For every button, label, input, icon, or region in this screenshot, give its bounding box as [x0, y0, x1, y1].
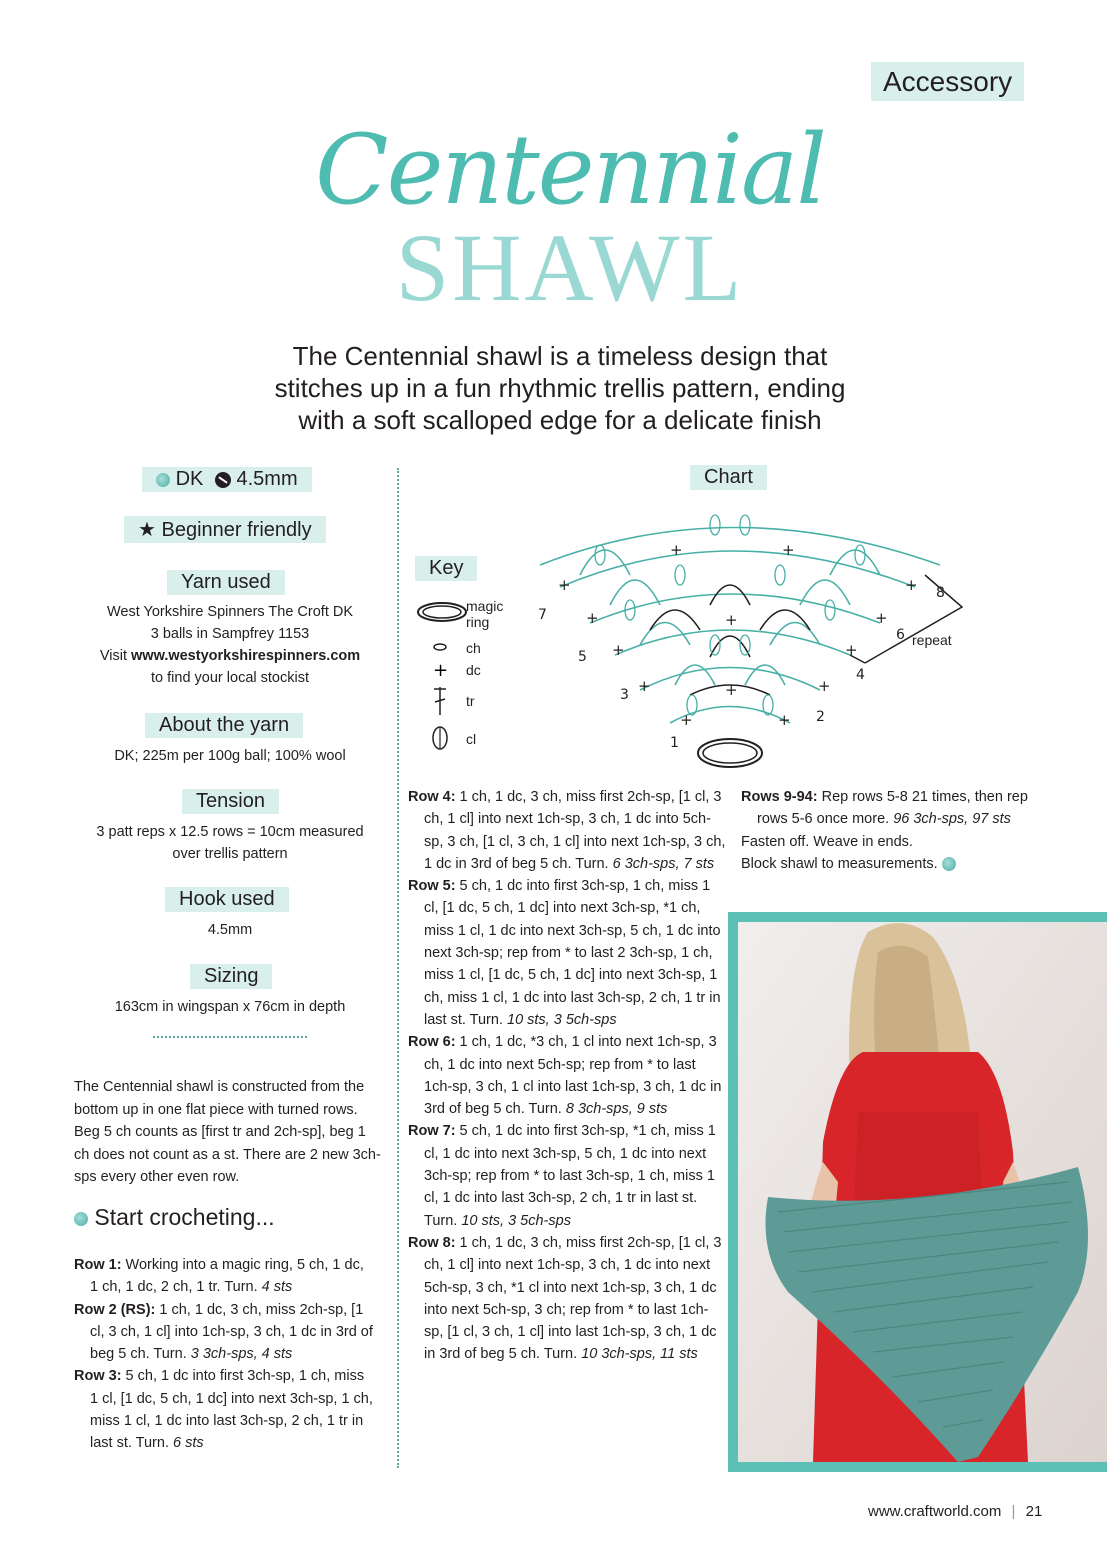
rows-col1: [74, 1254, 374, 1455]
svg-text:+: +: [818, 677, 831, 695]
key-dc: dc: [466, 662, 481, 678]
row-3: Row 3: 5 ch, 1 dc into first 3ch-sp, 1 ch, miss 1 cl, [1 dc, 5 ch, 1 dc] into next 3ch-sp, 1 ch, miss 1 cl, 1 dc into last 3ch-sp, 2 ch, 1 tr in last st. Turn. 6 sts: [74, 1368, 373, 1452]
svg-text:+: +: [905, 576, 918, 594]
spec-badge: [142, 467, 312, 492]
yarn-ball-icon: [74, 1212, 88, 1226]
yarn-ball-icon: [156, 473, 170, 487]
row-number-5: 5: [578, 649, 587, 665]
page-number: 21: [1025, 1503, 1043, 1520]
svg-text:+: +: [680, 711, 693, 729]
key-ch: ch: [466, 640, 481, 656]
title-caps: SHAWL: [395, 214, 745, 321]
sizing-label: Sizing: [190, 964, 272, 989]
category-tag: Accessory: [871, 62, 1024, 101]
repeat-label: repeat: [912, 632, 952, 648]
svg-text:+: +: [875, 609, 888, 627]
column-divider: [397, 468, 399, 1468]
level-badge: ★ Beginner friendly: [124, 516, 326, 543]
svg-text:+: +: [725, 681, 738, 699]
key-labels: [466, 598, 526, 747]
svg-text:+: +: [558, 576, 571, 594]
rows-col2: [408, 786, 726, 1366]
svg-text:+: +: [725, 611, 738, 629]
row-5: Row 5: 5 ch, 1 dc into first 3ch-sp, 1 ch, miss 1 cl, [1 dc, 5 ch, 1 dc] into next 3ch-sp, *1 ch, miss 1 cl, 1 dc into next 3ch-sp, 5 ch, 1 dc into next 3ch-sp; rep from * to last 2 3ch-sp, 1 ch, miss 1 cl, [1 dc, 5 ch, 1 dc] into next 3ch-sp, 1 ch, miss 1 cl, 1 dc into last 3ch-sp, 2 ch, 1 tr in last st. Turn. 10 sts, 3 5ch-sps: [408, 878, 721, 1028]
key-cl: cl: [466, 731, 477, 747]
row-number-6: 6: [896, 627, 905, 643]
yarn-used-info: West Yorkshire Spinners The Croft DK 3 balls in Sampfrey 1153 Visit www.westyorkshirespinners.com to find your local stockist: [99, 604, 361, 686]
spec-hook: 4.5mm: [236, 468, 298, 490]
hook-used-label: Hook used: [165, 887, 289, 912]
svg-text:+: +: [433, 660, 449, 681]
svg-text:+: +: [612, 641, 625, 659]
row-8: Row 8: 1 ch, 1 dc, 3 ch, miss first 2ch-sp, [1 cl, 3 ch, 1 cl] into next 1ch-sp, 3 ch, 1 dc into next 5ch-sp, 3 ch, *1 cl into next 1ch-sp, 3 ch, 1 dc into next 5ch-sp, 3 ch; rep from * to last 1ch-sp, [1 cl, 3 ch, 1 cl] into last 1ch-sp, 3 ch, 1 dc in 3rd of beg 5 ch. Turn. 10 3ch-sps, 11 sts: [408, 1234, 722, 1363]
shawl-photo: [728, 912, 1107, 1472]
key-tr: tr: [466, 693, 475, 709]
about-yarn-text: DK; 225m per 100g ball; 100% wool: [114, 748, 346, 764]
block-shawl: Block shawl to measurements.: [741, 853, 1041, 875]
svg-text:+: +: [638, 677, 651, 695]
row-number-7: 7: [538, 607, 547, 623]
rows-col3: [741, 786, 1041, 875]
start-heading: Start crocheting...: [74, 1204, 275, 1231]
divider: [153, 1036, 307, 1038]
footer: www.craftworld.com | 21: [868, 1503, 1043, 1520]
svg-text:+: +: [586, 609, 599, 627]
row-2: Row 2 (RS): 1 ch, 1 dc, 3 ch, miss 2ch-sp, [1 cl, 3 ch, 1 cl] into 1ch-sp, 3 ch, 1 dc in 3rd of beg 5 ch. Turn. 3 3ch-sps, 4 sts: [74, 1301, 373, 1363]
row-number-2: 2: [816, 709, 825, 725]
svg-text:+: +: [845, 641, 858, 659]
key-label: Key: [415, 556, 477, 581]
construction-text: The Centennial shawl is constructed from the bottom up in one flat piece with turned rows. Beg 5 ch counts as [first tr and 2ch-sp], beg 1 ch does not count as a st. There are 2 new 3ch-sps every other even row.: [74, 1079, 381, 1185]
star-icon: ★: [138, 519, 156, 541]
row-number-4: 4: [856, 667, 865, 683]
chart-label: Chart: [690, 465, 767, 490]
crochet-chart: [520, 495, 970, 770]
title-script: Centennial: [315, 114, 825, 226]
row-4: Row 4: 1 ch, 1 dc, 3 ch, miss first 2ch-sp, [1 cl, 3 ch, 1 cl] into next 1ch-sp, 3 ch, 1 dc into 5ch-sp, 3 ch, [1 cl, 3 ch, 1 cl] into next 1ch-sp, 3 ch, 1 dc in 3rd of beg 5 ch. Turn. 6 3ch-sps, 7 sts: [408, 789, 726, 872]
row-number-8: 8: [936, 585, 945, 601]
row-6: Row 6: 1 ch, 1 dc, *3 ch, 1 cl into next 1ch-sp, 3 ch, 1 dc into next 5ch-sp; rep from * to last 1ch-sp, 3 ch, 1 cl into last 1ch-sp, 3 ch, 1 dc in 3rd of beg 5 ch. Turn. 8 3ch-sps, 9 sts: [408, 1034, 722, 1118]
key-magic-ring: magic ring: [466, 598, 504, 630]
row-7: Row 7: 5 ch, 1 dc into first 3ch-sp, *1 ch, miss 1 cl, 1 dc into next 3ch-sp, 5 ch, 1 dc into next 3ch-sp; rep from * to last 3ch-sp, 1 ch, miss 1 cl, 1 dc into last 3ch-sp, 2 ch, 1 tr in last st. Turn. 10 sts, 3 5ch-sps: [408, 1123, 716, 1229]
row-number-1: 1: [670, 735, 679, 751]
sizing-text: 163cm in wingspan x 76cm in depth: [114, 999, 346, 1015]
fasten-off: Fasten off. Weave in ends.: [741, 833, 913, 850]
hook-used-text: 4.5mm: [207, 922, 253, 938]
yarn-used-label: Yarn used: [167, 570, 285, 595]
svg-text:+: +: [670, 541, 683, 559]
svg-text:+: +: [782, 541, 795, 559]
about-yarn-label: About the yarn: [145, 713, 303, 738]
hook-icon: [215, 472, 231, 488]
row-number-3: 3: [620, 687, 629, 703]
rows-9-94: Rows 9-94: Rep rows 5-8 21 times, then rep rows 5-6 once more. 96 3ch-sps, 97 sts: [741, 789, 1028, 828]
yarn-link[interactable]: www.westyorkshirespinners.com: [131, 648, 361, 664]
tension-label: Tension: [182, 789, 279, 814]
intro-text: The Centennial shawl is a timeless design that stitches up in a fun rhythmic trellis pattern, ending with a soft scalloped edge for a delicate finish: [274, 341, 846, 435]
spec-weight: DK: [175, 468, 204, 490]
tension-text: 3 patt reps x 12.5 rows = 10cm measured over trellis pattern: [96, 824, 364, 862]
row-1: Row 1: Working into a magic ring, 5 ch, 1 dc, 1 ch, 1 dc, 2 ch, 1 tr. Turn. 4 sts: [74, 1257, 364, 1296]
svg-text:+: +: [778, 711, 791, 729]
footer-site[interactable]: www.craftworld.com: [868, 1503, 1002, 1520]
yarn-ball-icon: [942, 857, 956, 871]
